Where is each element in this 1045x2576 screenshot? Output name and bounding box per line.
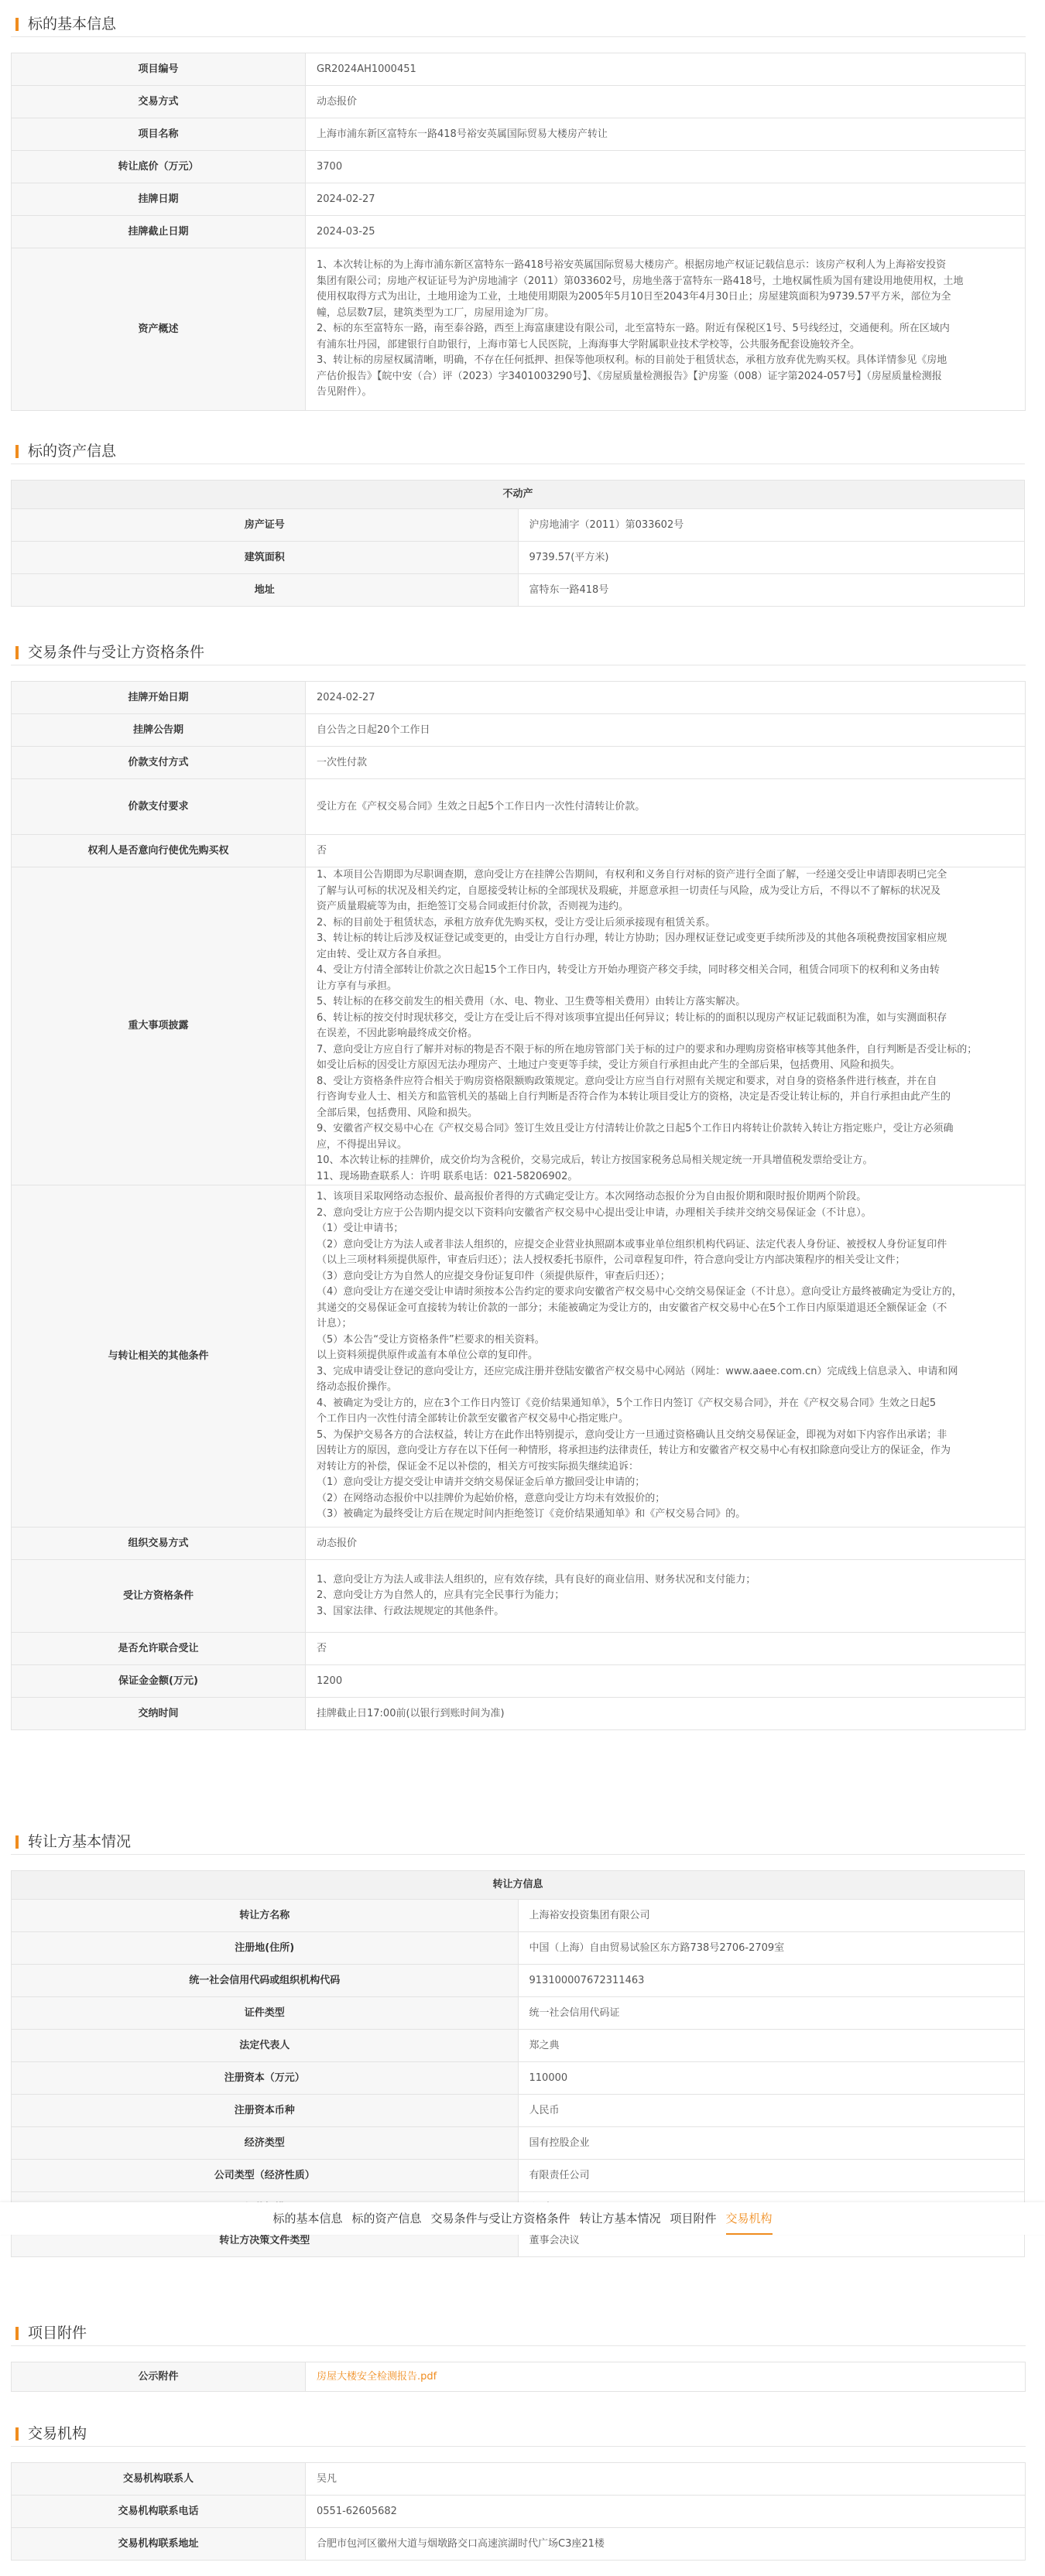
text-line: 计息）； <box>317 1318 352 1330</box>
text-line: 因转让方的原因，意向受让方存在以下任何一种情形，将承担违约法律责任，转让方和安徽省产权交易中心有权扣除意向受让方的保证金，作为 <box>317 1445 951 1457</box>
table-value: 动态报价 <box>306 1527 1026 1560</box>
table-key: 注册资本币种 <box>12 2095 519 2127</box>
text-line: 应，不得提出异议。 <box>317 1138 408 1151</box>
table-value: 上海市浦东新区富特东一路418号裕安英属国际贸易大楼房产转让 <box>306 118 1026 151</box>
section-title: 标的基本信息 <box>11 11 1026 37</box>
text-line: 4、被确定为受让方的，应在3个工作日内签订《竞价结果通知单》，5个工作日内签订《产权交易合同》，并在《产权交易合同》生效之日起5 <box>317 1397 937 1409</box>
table-key: 资产概述 <box>12 248 306 411</box>
text-line: 3、完成申请受让登记的意向受让方，还应完成注册并登陆安徽省产权交易中心网站（网址：www.aaee.com.cn）完成线上信息录入、申请和网 <box>317 1365 958 1377</box>
table-key: 交纳时间 <box>12 1698 306 1730</box>
table-value: 一次性付款 <box>306 747 1026 779</box>
table-row <box>12 779 1026 835</box>
text-line: 如受让后标的因受让方原因无法办理房产、土地过户变更等手续，受让方须自行承担由此产生的全部后果，包括费用、风险和损失。 <box>317 1059 901 1071</box>
table-value: 有限责任公司 <box>518 2160 1025 2192</box>
text-line: 集团有限公司；房地产权证证号为沪房地浦字（2011）第033602号，房地坐落于富特东一路418号，土地权属性质为国有建设用地使用权，土地 <box>317 275 964 287</box>
qualification-conditions <box>306 1560 1026 1633</box>
table-value: 2024-03-25 <box>306 216 1026 248</box>
table-row <box>12 1932 1025 1965</box>
section-conditions <box>11 639 1026 1730</box>
table-row <box>12 2062 1025 2095</box>
table-key: 转让方名称 <box>12 1900 519 1932</box>
text-line: 6、转让标的按交付时现状移交，受让方在受让后不得对该项事宜提出任何异议；转让标的的面积以现房产权证记载面积为准，如与实测面积存 <box>317 1011 947 1024</box>
text-line: 络动态报价操作。 <box>317 1381 398 1394</box>
text-line: （以上三项材料须提供原件，审查后归还）；法人授权委托书原件，公司章程复印件，符合意向受让方内部决策程序的相关受让文件； <box>317 1254 906 1267</box>
major-disclosure <box>306 867 1026 1185</box>
tab-3[interactable]: 交易条件与受让方资格条件 <box>430 2212 570 2225</box>
section-title: 项目附件 <box>11 2320 1026 2346</box>
text-line: 2、意向受让方为自然人的，应具有完全民事行为能力； <box>317 1589 565 1602</box>
text-line: 9、安徽省产权交易中心在《产权交易合同》签订生效且受让方付清转让价款之日起5个工作日内将转让价款转入转让方指定账户，受让方必须确 <box>317 1123 954 1134</box>
table-key: 组织交易方式 <box>12 1527 306 1560</box>
table-row <box>12 2030 1025 2062</box>
tab-2[interactable]: 标的资产信息 <box>351 2212 422 2225</box>
text-line: 资产质量瑕疵等为由，拒绝签订交易合同或拒付价款，否则视为违约。 <box>317 901 629 912</box>
tab-1[interactable]: 标的基本信息 <box>272 2212 343 2225</box>
section-title: 转让方基本情况 <box>11 1829 1025 1855</box>
text-line: 告见附件）。 <box>317 386 372 399</box>
tab-4[interactable]: 转让方基本情况 <box>579 2212 661 2225</box>
attachments-table <box>11 2362 1026 2392</box>
table-key: 项目名称 <box>12 118 306 151</box>
text-line: 其递交的交易保证金可直接转为转让价款的一部分；未能被确定为受让方的，由安徽省产权交易中心在5个工作日内原渠道退还全额保证金（不 <box>317 1302 947 1314</box>
table-key: 注册地(住所) <box>12 1932 519 1965</box>
section-transferor <box>11 1829 1025 2257</box>
text-line: （1）意向受让方提交受让申请并交纳交易保证金后单方撤回受让申请的； <box>317 1476 646 1489</box>
table-key: 交易机构联系电话 <box>12 2496 306 2528</box>
other-conditions <box>306 1185 1026 1527</box>
table-value: 中国（上海）自由贸易试验区东方路738号2706-2709室 <box>518 1932 1025 1965</box>
section-title: 交易条件与受让方资格条件 <box>11 639 1026 665</box>
table-key: 公示附件 <box>12 2362 306 2392</box>
table-value: 2024-02-27 <box>306 183 1026 216</box>
table-row <box>12 86 1026 118</box>
table-key: 交易方式 <box>12 86 306 118</box>
text-line: 了解与认可标的状况及相关约定，自愿接受转让标的全部现状及瑕疵，并愿意承担一切责任与风险，成为受让方后，不得以不了解标的状况及 <box>317 884 941 897</box>
text-line: 行咨询专业人士、相关方和监管机关的基础上自行判断是否符合作为本转让项目受让方的资格，决定是否受让转让标的，并自行承担由此产生的 <box>317 1091 951 1103</box>
table-value: 否 <box>306 1633 1026 1665</box>
section-title: 交易机构 <box>11 2420 1026 2447</box>
table-row <box>12 2496 1026 2528</box>
section-agency <box>11 2420 1026 2561</box>
table-value: 自公告之日起20个工作日 <box>306 714 1026 747</box>
text-line: 8、受让方资格条件应符合相关于购房资格限额购政策规定。意向受让方应当自行对照有关规定和要求，对自身的资格条件进行核查，并在自 <box>317 1075 937 1087</box>
transferor-table <box>11 1870 1025 2257</box>
table-value: 上海裕安投资集团有限公司 <box>518 1900 1025 1932</box>
table-row <box>12 248 1026 411</box>
table-row <box>12 183 1026 216</box>
table-value: 统一社会信用代码证 <box>518 1997 1025 2030</box>
table-row <box>12 2160 1025 2192</box>
table-value: 受让方在《产权交易合同》生效之日起5个工作日内一次性付清转让价款。 <box>306 779 1026 835</box>
text-line: （2）意向受让方为法人或者非法人组织的，应提交企业营业执照副本或事业单位组织机构代码证、法定代表人身份证、被授权人身份证复印件 <box>317 1238 947 1250</box>
table-row <box>12 835 1026 867</box>
text-line: （4）意向受让方在递交受让申请时须按本公告约定的要求向安徽省产权交易中心交纳交易保证金（不计息）。意向受让方最终被确定为受让方的， <box>317 1286 962 1298</box>
table-row <box>12 1633 1026 1665</box>
asset-overview <box>306 248 1026 411</box>
asset-info-table <box>11 480 1025 607</box>
table-key: 价款支付要求 <box>12 779 306 835</box>
table-value: 富特东一路418号 <box>518 574 1025 607</box>
table-row <box>12 2528 1026 2561</box>
table-value: 吴凡 <box>306 2463 1026 2496</box>
table-value: 合肥市包河区徽州大道与烟墩路交口高速滨湖时代广场C3座21楼 <box>306 2528 1026 2561</box>
table-value: 沪房地浦字（2011）第033602号 <box>518 509 1025 542</box>
table-key: 权利人是否意向行使优先购买权 <box>12 835 306 867</box>
table-row <box>12 2127 1025 2160</box>
table-row <box>12 53 1026 86</box>
table-row <box>12 1965 1025 1997</box>
text-line: 让方享有与承担。 <box>317 980 398 992</box>
text-line: 使用权取得方式为出让，土地用途为工业，土地使用期限为2005年5月10日至2043年4月30日止；房屋建筑面积为9739.57平方米，部位为全 <box>317 291 951 303</box>
basic-info-table <box>11 53 1026 411</box>
agency-table <box>11 2462 1026 2561</box>
section-tab-bar <box>0 2202 1045 2235</box>
section-attachments <box>11 2320 1026 2392</box>
table-value: 110000 <box>518 2062 1025 2095</box>
text-line: 11、现场勘查联系人：许明 联系电话：021-58206902。 <box>317 1170 578 1182</box>
text-line: 7、意向受让方应自行了解并对标的物是否不限于标的所在地房管部门关于标的过户的要求和办理购房资格审核等其他条件，自行判断是否受让标的； <box>317 1043 978 1055</box>
text-line: 10、本次转让标的挂牌价，成交价均为含税价，交易完成后，转让方按国家税务总局相关规定统一开具增值税发票给受让方。 <box>317 1155 873 1166</box>
table-key: 建筑面积 <box>12 542 519 574</box>
table-value: 0551-62605682 <box>306 2496 1026 2528</box>
text-line: 3、转让标的房屋权属清晰，明确，不存在任何抵押、担保等他项权利。标的目前处于租赁状态，承租方放弃优先购买权。具体详情参见《房地 <box>317 354 947 367</box>
table-value: 否 <box>306 835 1026 867</box>
text-line: 1、本项目公告期即为尽职调查期，意向受让方在挂牌公告期间，有权利和义务自行对标的资产进行全面了解，一经递交受让申请即表明已完全 <box>317 869 947 881</box>
table-key: 统一社会信用代码或组织机构代码 <box>12 1965 519 1997</box>
table-value: 人民币 <box>518 2095 1025 2127</box>
table-key: 公司类型（经济性质） <box>12 2160 519 2192</box>
section-title: 标的资产信息 <box>11 438 1025 464</box>
table-value: 国有控股企业 <box>518 2127 1025 2160</box>
table-row <box>12 151 1026 183</box>
table-header: 转让方信息 <box>12 1871 1025 1900</box>
table-row <box>12 574 1025 607</box>
table-value: 董事会决议 <box>518 2225 1025 2257</box>
text-line: 4、受让方付清全部转让价款之次日起15个工作日内，转受让方开始办理资产移交手续，同时移交相关合同，租赁合同项下的权利和义务由转 <box>317 964 940 976</box>
table-header: 不动产 <box>12 481 1025 509</box>
table-row <box>12 1900 1025 1932</box>
table-row <box>12 2095 1025 2127</box>
table-key: 项目编号 <box>12 53 306 86</box>
table-row <box>12 118 1026 151</box>
text-line: （3）被确定为最终受让方后在规定时间内拒绝签订《竞价结果通知单》和《产权交易合同》的。 <box>317 1508 746 1521</box>
table-row <box>12 542 1025 574</box>
text-line: 5、转让标的在移交前发生的相关费用（水、电、物业、卫生费等相关费用）由转让方落实解决。 <box>317 996 746 1007</box>
attachment-link[interactable]: 房屋大楼安全检测报告.pdf <box>317 2370 437 2383</box>
section-basic-info <box>11 11 1026 411</box>
table-key: 转让底价（万元） <box>12 151 306 183</box>
table-key: 与转让相关的其他条件 <box>12 1185 306 1527</box>
table-key: 挂牌截止日期 <box>12 216 306 248</box>
table-row <box>12 747 1026 779</box>
table-key: 价款支付方式 <box>12 747 306 779</box>
table-key: 房产证号 <box>12 509 519 542</box>
text-line: 5、为保护交易各方的合法权益，转让方在此作出特别提示，意向受让方一旦通过资格确认且交纳交易保证金，即视为对如下内容作出承诺；非 <box>317 1428 947 1441</box>
text-line: 对转让方的补偿，保证金不足以补偿的，相关方可按实际损失继续追诉： <box>317 1460 639 1473</box>
section-asset-info <box>11 438 1025 607</box>
text-line: 3、转让标的转让后涉及权证登记或变更的，由受让方自行办理，转让方协助；因办理权证登记或变更手续所涉及的其他各项税费按国家相应规 <box>317 932 947 944</box>
text-line: （5）本公告“受让方资格条件”栏要求的相关资料。 <box>317 1333 545 1346</box>
table-value: 挂牌截止日17:00前(以银行到账时间为准) <box>306 1698 1026 1730</box>
text-line: 全部后果，包括费用、风险和损失。 <box>317 1107 478 1119</box>
text-line: （3）意向受让方为自然人的应提交身份证复印件（须提供原件，审查后归还）； <box>317 1270 670 1282</box>
text-line: 2、意向受让方应于公告期内提交以下资料向安徽省产权交易中心提出受让申请，办理相关手续并交纳交易保证金（不计息）。 <box>317 1206 872 1219</box>
text-line: 产估价报告》【皖中安（合）评（2023）字3401003290号】、《房屋质量检测报告》【沪房鉴（008）证字第2024-057号】（房屋质量检测报 <box>317 370 942 382</box>
table-value: 2024-02-27 <box>306 682 1026 714</box>
table-key: 经济类型 <box>12 2127 519 2160</box>
table-row <box>12 1997 1025 2030</box>
text-line: 幢，总层数7层，建筑类型为工厂，房屋用途为厂房。 <box>317 306 555 319</box>
text-line: 定由转、受让双方各自承担。 <box>317 948 448 960</box>
table-row <box>12 682 1026 714</box>
table-row <box>12 2463 1026 2496</box>
table-key: 交易机构联系人 <box>12 2463 306 2496</box>
table-key: 证件类型 <box>12 1997 519 2030</box>
table-value: 913100007672311463 <box>518 1965 1025 1997</box>
text-line: 个工作日内一次性付清全部转让价款至安徽省产权交易中心指定账户。 <box>317 1413 629 1425</box>
text-line: 有浦东壮丹园，部建银行自助银行，上海市第七人民医院，上海海事大学附属职业技术学校等，公共服务配套设施较齐全。 <box>317 338 861 351</box>
table-value <box>306 2362 1026 2392</box>
text-line: （2）在网络动态报价中以挂牌价为起始价格，意意向受让方均未有效报价的； <box>317 1492 666 1504</box>
text-line: 1、本次转让标的为上海市浦东新区富特东一路418号裕安英属国际贸易大楼房产。根据房地产权证记载信息示：该房产权利人为上海裕安投资 <box>317 259 947 272</box>
table-row <box>12 714 1026 747</box>
table-row <box>12 216 1026 248</box>
table-value: 1200 <box>306 1665 1026 1698</box>
table-row <box>12 509 1025 542</box>
text-line: 在误差，不因此影响最终成交价格。 <box>317 1028 478 1039</box>
table-key: 交易机构联系地址 <box>12 2528 306 2561</box>
table-value: 3700 <box>306 151 1026 183</box>
text-line: 2、标的目前处于租赁状态，承租方放弃优先购买权，受让方受让后须承接现有租赁关系。 <box>317 916 716 929</box>
table-key: 重大事项披露 <box>12 867 306 1185</box>
table-key: 是否允许联合受让 <box>12 1633 306 1665</box>
table-value: GR2024AH1000451 <box>306 53 1026 86</box>
table-value: 动态报价 <box>306 86 1026 118</box>
text-line: 2、标的东至富特东一路，南至泰谷路，西至上海富康建设有限公司，北至富特东一路。附近有保税区1号、5号线经过，交通便利。所在区域内 <box>317 323 950 335</box>
table-value: 郑之典 <box>518 2030 1025 2062</box>
table-row <box>12 1665 1026 1698</box>
table-key: 地址 <box>12 574 519 607</box>
text-line: 以上资料须提供原件或盖有本单位公章的复印件。 <box>317 1350 539 1362</box>
table-key: 保证金金额(万元) <box>12 1665 306 1698</box>
table-key: 挂牌开始日期 <box>12 682 306 714</box>
text-line: 1、意向受让方为法人或非法人组织的，应有效存续，具有良好的商业信用、财务状况和支付能力； <box>317 1573 756 1586</box>
table-key: 转让方决策文件类型 <box>12 2225 519 2257</box>
table-key: 挂牌日期 <box>12 183 306 216</box>
tab-6[interactable]: 交易机构 <box>726 2202 773 2235</box>
table-key: 受让方资格条件 <box>12 1560 306 1633</box>
table-key: 法定代表人 <box>12 2030 519 2062</box>
table-key: 挂牌公告期 <box>12 714 306 747</box>
table-row <box>12 1698 1026 1730</box>
table-value: 9739.57(平方米) <box>518 542 1025 574</box>
text-line: （1）受让申请书； <box>317 1223 404 1235</box>
text-line: 1、该项目采取网络动态报价、最高报价者得的方式确定受让方。本次网络动态报价分为自由报价期和限时报价期两个阶段。 <box>317 1191 867 1203</box>
tab-5[interactable]: 项目附件 <box>670 2212 717 2225</box>
conditions-table <box>11 681 1026 1730</box>
text-line: 3、国家法律、行政法规规定的其他条件。 <box>317 1605 505 1617</box>
table-key: 注册资本（万元） <box>12 2062 519 2095</box>
